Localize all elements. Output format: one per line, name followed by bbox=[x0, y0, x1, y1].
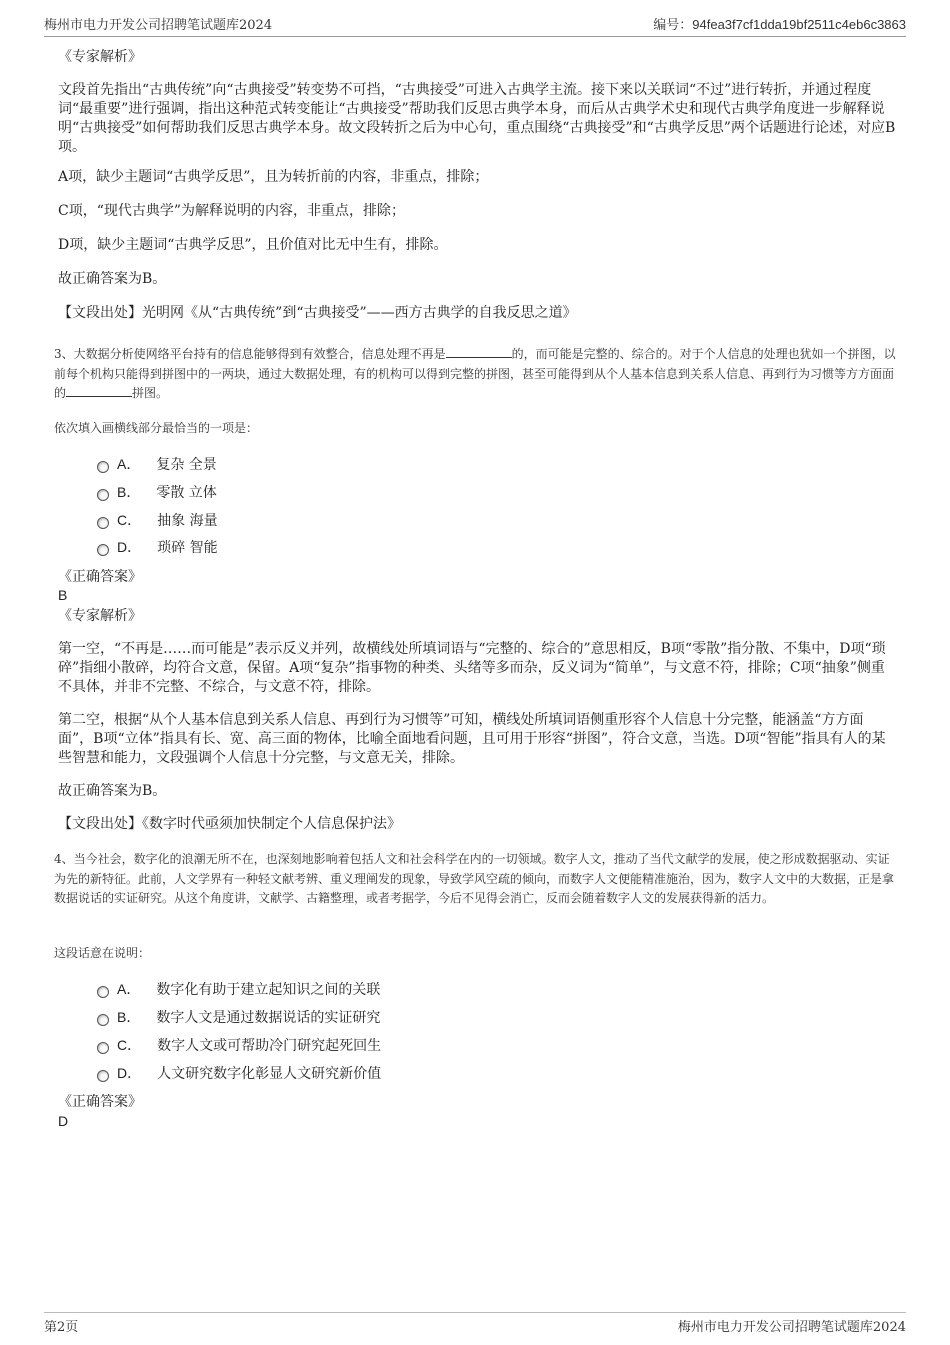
q3-stem: 3、大数据分析使网络平台持有的信息能够得到有效整合，信息处理不再是 的，而可能是完整的、综合的。对于个人信息的处理也犹如一个拼图，以前每个机构只能得到拼图中的一两块，通过大数据处理，有的机构可以得到完整的拼图，甚至可能得到从个人基本信息到关系人信息、再到行为习惯等方方面面的 拼图。 bbox=[54, 347, 896, 400]
header-code: 编号：94fea3f7cf1dda19bf2511c4eb6c3863 bbox=[653, 17, 906, 33]
q3-answer: B bbox=[58, 587, 68, 603]
footer-page-number: 第2页 bbox=[44, 1320, 79, 1335]
q3-analysis-paragraph-2: 第二空，根据“从个人基本信息到关系人信息、再到行为习惯等”可知，横线处所填词语侧重形容个人信息十分完整，能涵盖“方方面面”，B项“立体”指具有长、宽、高三面的物体，比喻全面地看问题，且可用于形容“拼图”，符合文意，当选。D项“智能”指具有人的某些智慧和能力，文段强调个人信息十分完整，与文意无关，排除。 bbox=[58, 712, 886, 766]
radio-icon[interactable] bbox=[97, 1014, 109, 1026]
q3-analysis-label: 《专家解析》 bbox=[58, 608, 142, 624]
q4-option-a[interactable]: A． 数字化有助于建立起知识之间的关联 bbox=[97, 979, 380, 999]
q3-blank-2 bbox=[66, 384, 132, 397]
q2-analysis-paragraph: 文段首先指出“古典传统”向“古典接受”转变势不可挡，“古典接受”可进入古典学主流。接下来以关联词“不过”进行转折，并通过程度词“最重要”进行强调，指出这种范式转变能让“古典接受”帮助我们反思古典学本身，而后从古典学术史和现代古典学角度进一步解释说明“古典接受”如何帮助我们反思古典学本身。故文段转折之后为中心句，重点围绕“古典接受”和“古典学反思”两个话题进行论述，对应B项。 bbox=[58, 82, 896, 155]
footer-title: 梅州市电力开发公司招聘笔试题库2024 bbox=[677, 1320, 906, 1335]
q2-source: 【文段出处】光明网《从“古典传统”到“古典接受”——西方古典学的自我反思之道》 bbox=[58, 305, 577, 321]
radio-icon[interactable] bbox=[97, 1042, 109, 1054]
q3-option-b[interactable]: B． 零散 立体 bbox=[97, 482, 217, 502]
q3-option-a[interactable]: A． 复杂 全景 bbox=[97, 454, 217, 474]
radio-icon[interactable] bbox=[97, 986, 109, 998]
q2-conclusion: 故正确答案为B。 bbox=[58, 271, 167, 287]
q4-prompt: 这段话意在说明： bbox=[54, 946, 151, 960]
radio-icon[interactable] bbox=[97, 517, 109, 529]
q4-stem: 4、当今社会，数字化的浪潮无所不在，也深刻地影响着包括人文和社会科学在内的一切领域。数字人文，推动了当代文献学的发展，使之形成数据驱动、实证为先的新特征。此前，人文学界有一种轻文献考辨、重义理阐发的现象，导致学风空疏的倾向，而数字人文便能精准施治，因为，数字人文中的大数据，正是拿数据说话的实证研究。从这个角度讲，文献学、古籍整理，或者考据学，今后不见得会消亡，反而会随着数字人文的发展获得新的活力。 bbox=[54, 852, 895, 905]
radio-icon[interactable] bbox=[97, 461, 109, 473]
q3-analysis-paragraph-1: 第一空，“不再是……而可能是”表示反义并列，故横线处所填词语与“完整的、综合的”意思相反，B项“零散”指分散、不集中，D项“琐碎”指细小散碎，均符合文意，保留。A项“复杂”指事物的种类、头绪等多而杂，反义词为“简单”，与文意不符，排除；C项“抽象”侧重不具体，并非不完整、不综合，与文意不符，排除。 bbox=[58, 641, 886, 695]
page-footer bbox=[44, 1312, 906, 1335]
q3-conclusion: 故正确答案为B。 bbox=[58, 783, 167, 799]
q2-analysis-label: 《专家解析》 bbox=[58, 49, 142, 65]
q3-answer-label: 《正确答案》 bbox=[58, 569, 142, 585]
q4-option-c[interactable]: C． 数字人文或可帮助冷门研究起死回生 bbox=[97, 1035, 381, 1055]
header-title: 梅州市电力开发公司招聘笔试题库2024 bbox=[44, 18, 273, 33]
radio-icon[interactable] bbox=[97, 489, 109, 501]
q3-option-d[interactable]: D． 琐碎 智能 bbox=[97, 537, 218, 557]
radio-icon[interactable] bbox=[97, 544, 109, 556]
page-header bbox=[44, 14, 906, 37]
q2-analysis-option-d: D项，缺少主题词“古典学反思”，且价值对比无中生有，排除。 bbox=[58, 237, 448, 253]
q3-blank-1 bbox=[446, 345, 512, 358]
q4-option-d[interactable]: D． 人文研究数字化彰显人文研究新价值 bbox=[97, 1063, 381, 1083]
q4-option-b[interactable]: B． 数字人文是通过数据说话的实证研究 bbox=[97, 1007, 380, 1027]
q4-answer-label: 《正确答案》 bbox=[58, 1094, 142, 1110]
q2-analysis-option-c: C项，“现代古典学”为解释说明的内容，非重点，排除； bbox=[58, 203, 406, 219]
q3-prompt: 依次填入画横线部分最恰当的一项是： bbox=[54, 421, 259, 435]
q3-source: 【文段出处】《数字时代亟须加快制定个人信息保护法》 bbox=[58, 816, 401, 832]
radio-icon[interactable] bbox=[97, 1070, 109, 1082]
q3-option-c[interactable]: C． 抽象 海量 bbox=[97, 510, 218, 530]
q4-answer: D bbox=[58, 1113, 69, 1129]
q2-analysis-option-a: A项，缺少主题词“古典学反思”，且为转折前的内容，非重点，排除； bbox=[58, 169, 489, 185]
